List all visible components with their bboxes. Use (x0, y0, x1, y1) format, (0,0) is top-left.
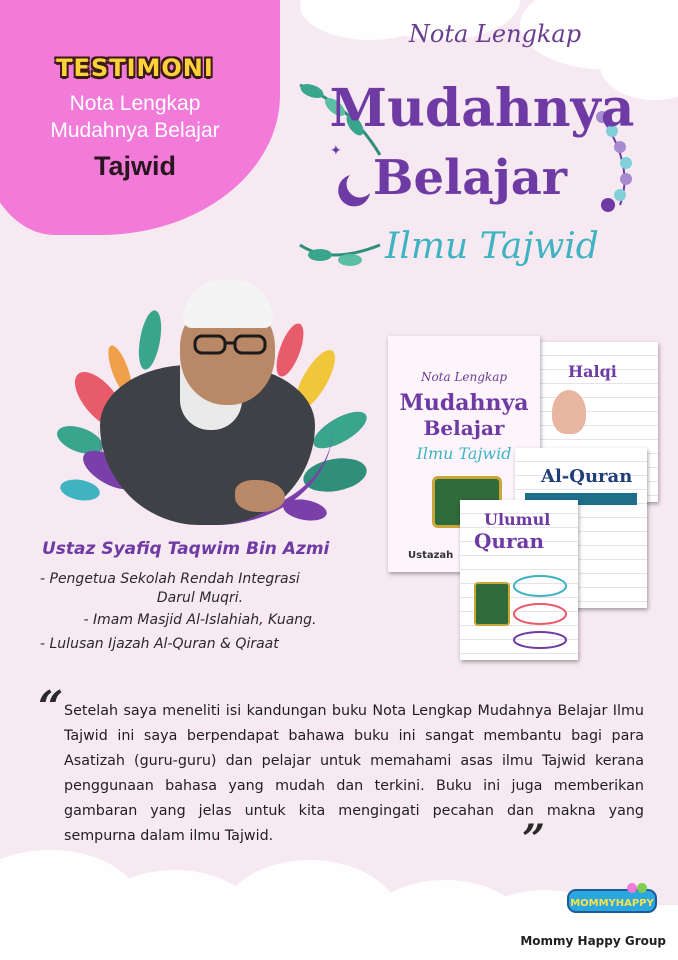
cover-title-main-2: Belajar (423, 416, 505, 440)
quote-close-mark: ” (522, 816, 546, 863)
badge-line-2: Mudahnya Belajar (50, 119, 220, 142)
book-page-ulumul-quran (460, 500, 578, 660)
page-quran-illustration (474, 582, 510, 626)
page-title-ulumul: Ulumul (484, 510, 551, 529)
title-main-line-2: Belajar (372, 150, 568, 206)
title-main-line-1: Mudahnya (329, 78, 635, 139)
cover-author: Ustazah (408, 550, 454, 561)
credential-3: - Lulusan Ijazah Al-Quran & Qiraat (40, 636, 279, 652)
brand-name: Mommy Happy Group (520, 934, 666, 948)
portrait-cap (183, 280, 273, 328)
credential-2: - Imam Masjid Al-Islahiah, Kuang. (83, 612, 317, 628)
badge-line-1: Nota Lengkap (69, 92, 201, 115)
page-title-alquran: Al-Quran (541, 466, 633, 487)
portrait-hand (235, 480, 285, 512)
credential-1-continued: Darul Muqri. (156, 590, 244, 606)
badge-heading: TESTIMONI (56, 54, 214, 82)
svg-text:✦: ✦ (330, 143, 342, 159)
portrait-glasses (193, 333, 267, 355)
page-title-quran: Quran (474, 529, 544, 553)
quote-open-mark: “ (38, 682, 64, 733)
badge-line-3: Tajwid (93, 151, 176, 181)
cover-title-main-1: Mudahnya (399, 390, 529, 416)
title-top-line: Nota Lengkap (408, 20, 582, 48)
cover-title-sub: Ilmu Tajwid (416, 444, 512, 463)
testimoni-badge (0, 0, 280, 235)
page-title-halqi: Halqi (568, 362, 617, 381)
credential-1: - Pengetua Sekolah Rendah Integrasi (40, 571, 300, 587)
testimonial-quote: Setelah saya meneliti isi kandungan buku Nota Lengkap Mudahnya Belajar Ilmu Tajwid ini saya berpendapat bahawa buku ini sangat membantu bagi para Asatizah (guru-guru) dan pelajar untuk memahami asas ilmu Tajwid kerana penggunaan bahasa yang mudah dan terkini. Buku ini juga memberikan gambaran yang jelas untuk kita mengingati pecahan dan makna yang sempurna dalam ilmu Tajwid. (64, 703, 644, 844)
mommyhappy-logo (566, 882, 658, 916)
logo-text: MOMMYHAPPY (570, 898, 654, 909)
cover-title-top: Nota Lengkap (420, 370, 508, 384)
page-illustration (552, 390, 586, 434)
title-subtitle: Ilmu Tajwid (385, 226, 599, 267)
ustaz-name: Ustaz Syafiq Taqwim Bin Azmi (42, 539, 330, 559)
page-mindmap (510, 570, 572, 650)
